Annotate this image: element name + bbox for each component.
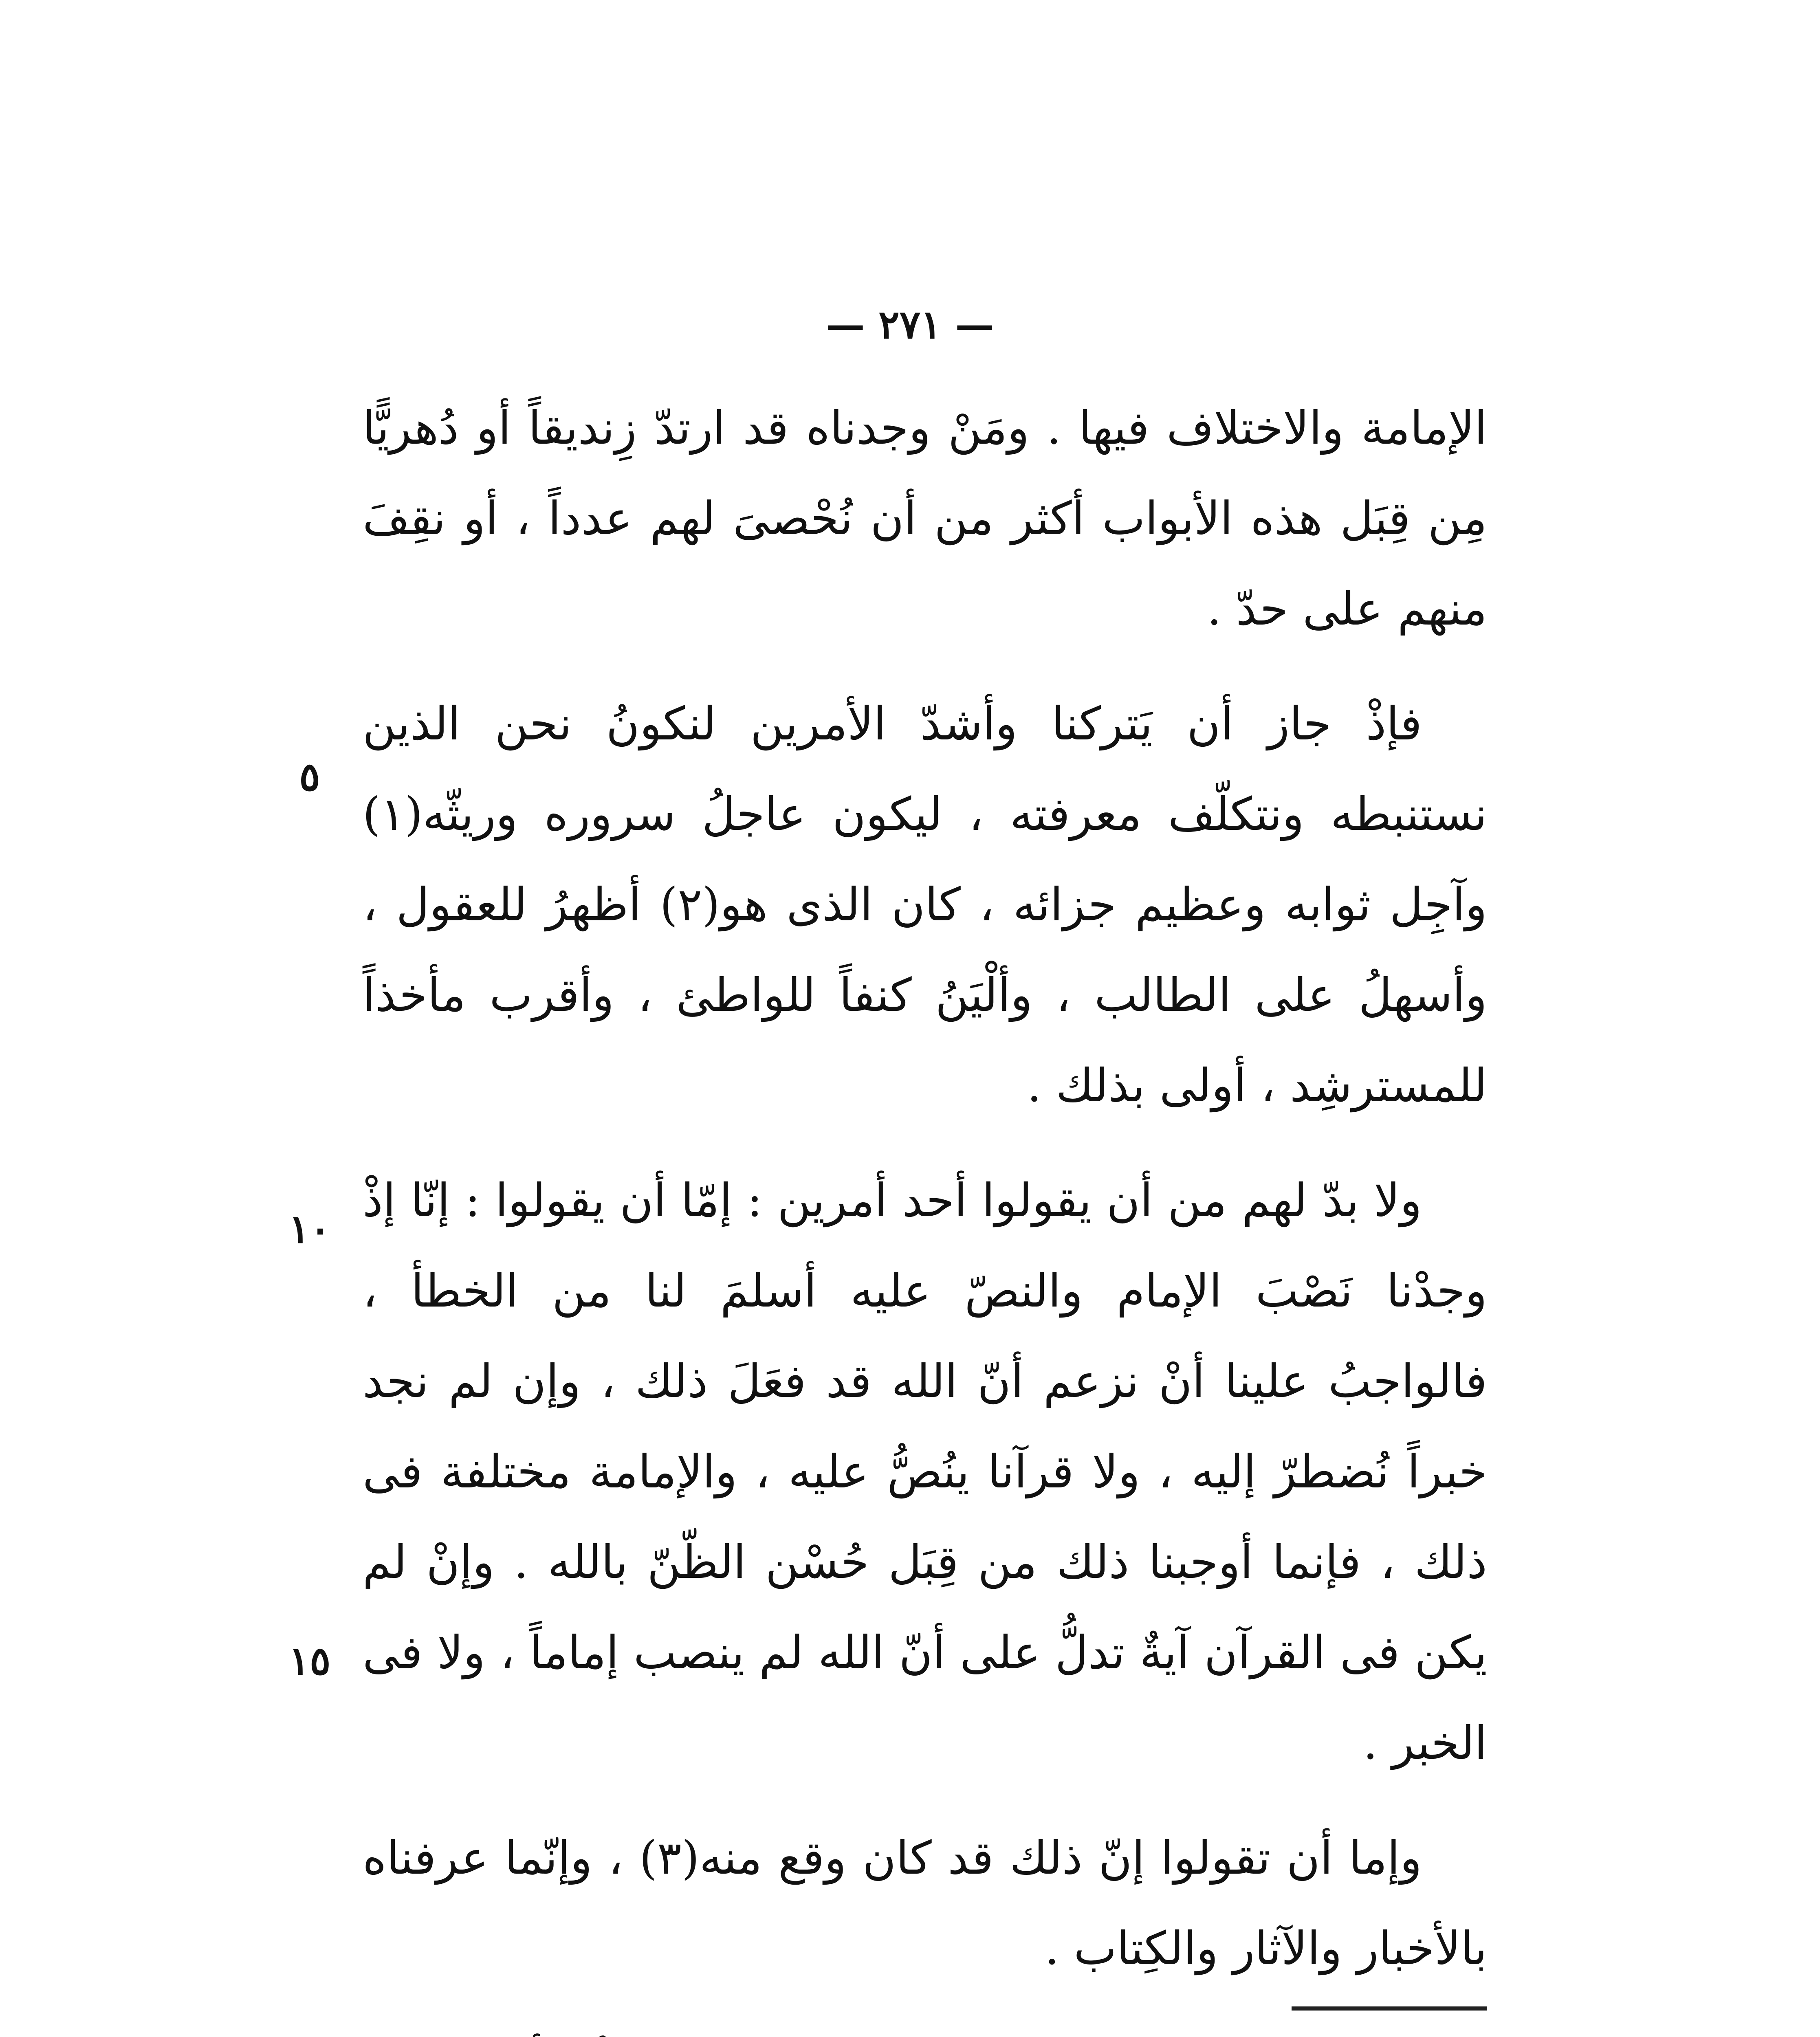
- paragraph-4: وإما أن تقولوا إنّ ذلك قد كان وقع منه(٣) ، وإنّما عرفناه بالأخبار والآثار والكِتاب .: [363, 1832, 1487, 1975]
- paragraph-2: فإذْ جاز أن يَتركنا وأشدّ الأمرين لنكونُ نحن الذين نستنبطه ونتكلّف معرفته ، ليكون عاجلُ سروره وريثّه(١) وآجِل ثوابه وعظيم جزائه ، كان الذى هو(٢) أظهرُ للعقول ، وأسهلُ على الطالب ، وألْيَنُ كنفاً للواطئ ، وأقرب مأخذاً للمسترشِد ، أولى بذلك .: [363, 697, 1488, 1112]
- paragraph-1: الإمامة والاختلاف فيها . ومَنْ وجدناه قد ارتدّ زِنديقاً أو دُهريًّا مِن قِبَل هذه الأبواب أكثر من أن نُحْصىَ لهم عدداً ، أو نقِفَ منهم على حدّ .: [363, 402, 1487, 636]
- page-number: — ٢٧١ —: [825, 301, 995, 348]
- footnote-divider: [1292, 2006, 1487, 2011]
- line-marker-5: ٥: [299, 754, 320, 800]
- line-marker-10: ١٠: [288, 1206, 331, 1252]
- paragraph-3: ولا بدّ لهم من أن يقولوا أحد أمرين : إمّا أن يقولوا : إنّا إذْ وجدْنا نَصْبَ الإمام والنصّ عليه أسلمَ لنا من الخطأ ، فالواجبُ علينا أنْ نزعم أنّ الله قد فعَلَ ذلك ، وإن لم نجد خبراً نُضطرّ إليه ، ولا قرآنا ينُصُّ عليه ، والإمامة مختلفة فى ذلك ، فإنما أوجبنا ذلك من قِبَل حُسْن الظّنّ بالله . وإنْ لم يكن فى القرآن آيةٌ تدلُّ على أنّ الله لم ينصب إماماً ، ولا فى الخبر .: [363, 1174, 1488, 1770]
- main-text: [363, 383, 1487, 2037]
- paragraph-5: [363, 2018, 1487, 2037]
- line-marker-15: ١٥: [288, 1638, 331, 1684]
